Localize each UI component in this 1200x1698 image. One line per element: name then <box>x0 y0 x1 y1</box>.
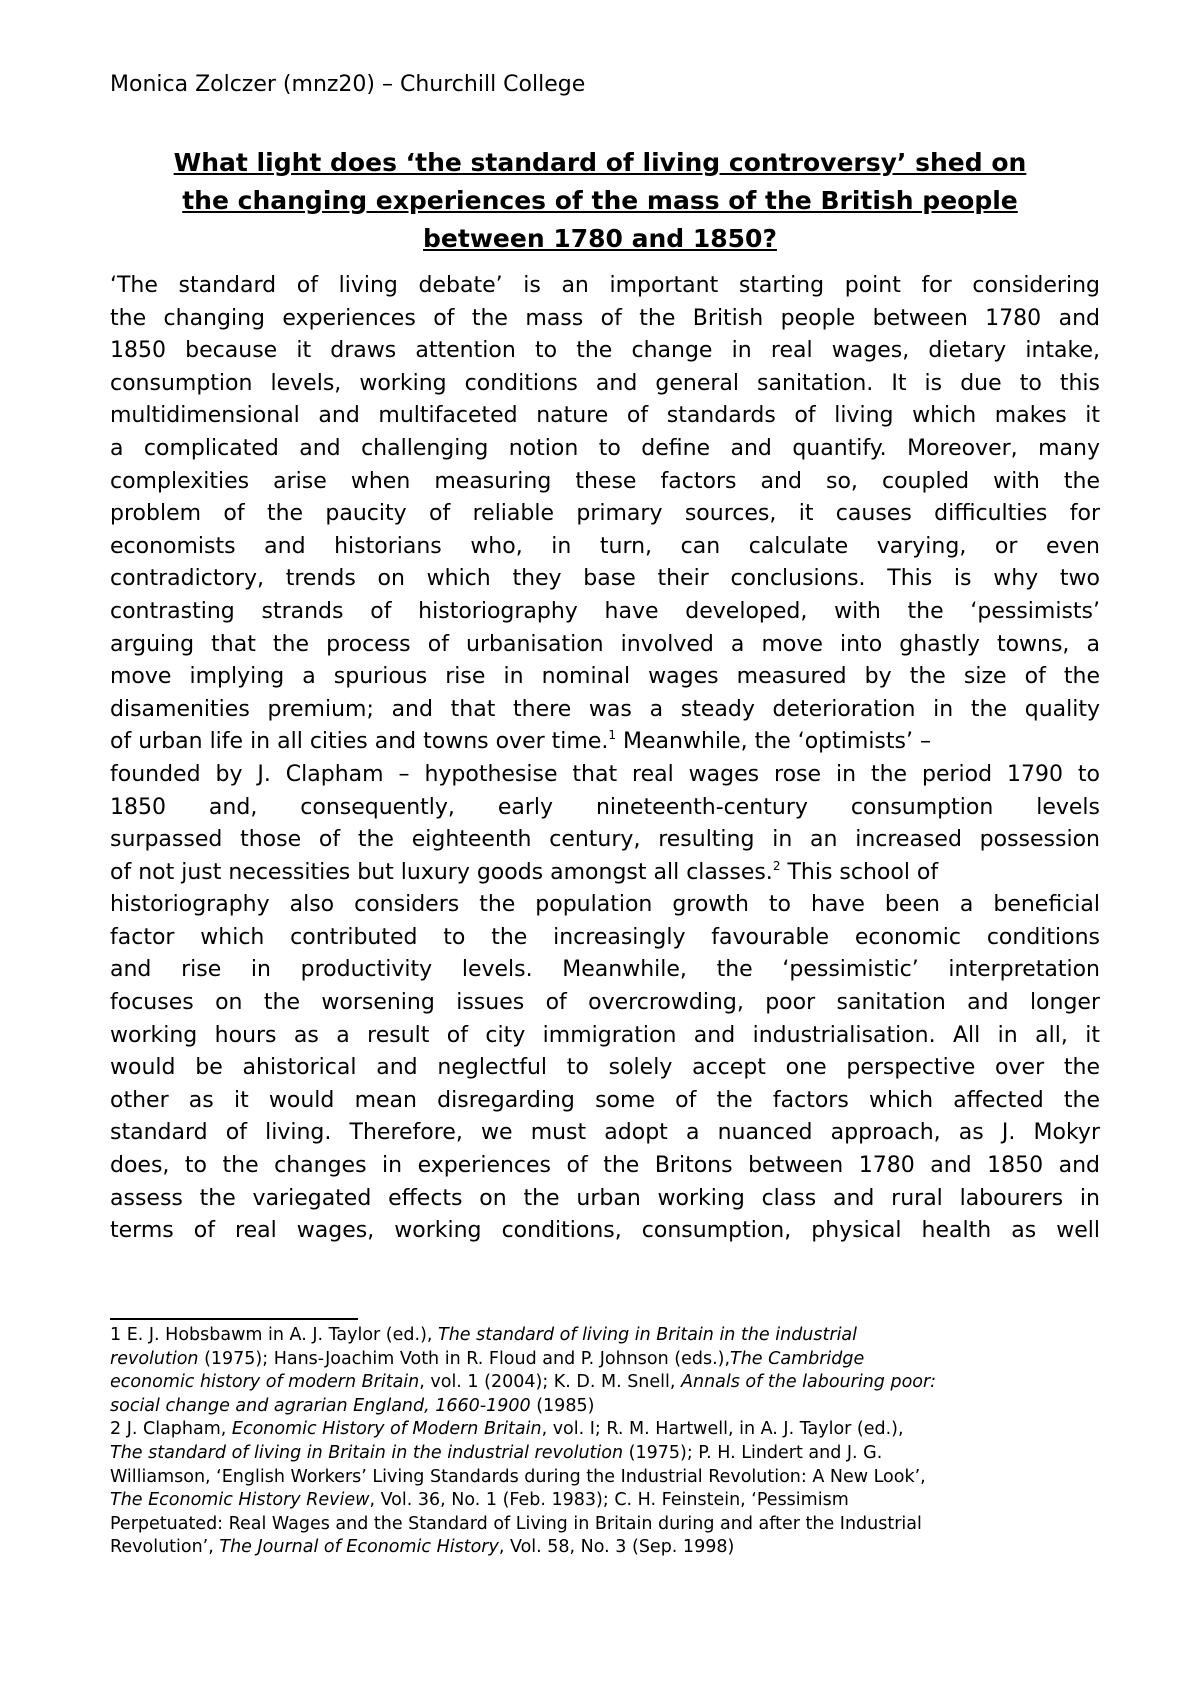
footnote-ref-1[interactable]: 1 <box>608 728 617 743</box>
body-line: contrasting strands of historiography have developed, with the ‘pessimists’ <box>110 598 1100 624</box>
footnote-2-line: Williamson, ‘English Workers’ Living Standards during the Industrial Revolution: A New Look’, <box>110 1466 926 1487</box>
body-line: contradictory, trends on which they base their conclusions. This is why two <box>110 566 1100 592</box>
footnote-2-line: 2 J. Clapham, Economic History of Modern Britain, vol. I; R. M. Hartwell, in A. J. Taylor (ed.), <box>110 1419 904 1440</box>
body-paragraph <box>110 270 1100 1248</box>
body-line: consumption levels, working conditions and general sanitation. It is due to this <box>110 370 1100 396</box>
body-line: working hours as a result of city immigration and industrialisation. All in all, it <box>110 1022 1100 1048</box>
body-line: complexities arise when measuring these factors and so, coupled with the <box>110 468 1100 494</box>
body-line: factor which contributed to the increasingly favourable economic conditions <box>110 924 1100 950</box>
body-line: disamenities premium; and that there was a steady deterioration in the quality <box>110 696 1100 722</box>
body-line: move implying a spurious rise in nominal wages measured by the size of the <box>110 664 1100 690</box>
footnote-2-line: Revolution’, The Journal of Economic History, Vol. 58, No. 3 (Sep. 1998) <box>110 1537 735 1558</box>
footnote-2-line: The standard of living in Britain in the industrial revolution (1975); P. H. Lindert and J. G. <box>110 1442 883 1463</box>
body-line: ‘The standard of living debate’ is an important starting point for considering <box>110 273 1100 298</box>
body-line: assess the variegated effects on the urban working class and rural labourers in <box>110 1185 1100 1211</box>
title-line: What light does ‘the standard of living controversy’ shed on <box>173 148 1027 177</box>
footnote-1-line: social change and agrarian England, 1660-1900 (1985) <box>110 1395 595 1416</box>
footnote-1-line: economic history of modern Britain, vol. 1 (2004); K. D. M. Snell, Annals of the labouring poor: <box>110 1372 937 1393</box>
body-line: standard of living. Therefore, we must adopt a nuanced approach, as J. Mokyr <box>110 1120 1100 1146</box>
body-line: other as it would mean disregarding some of the factors which affected the <box>110 1087 1100 1113</box>
author-header: Monica Zolczer (mnz20) – Churchill College <box>110 72 586 97</box>
body-line: the changing experiences of the mass of the British people between 1780 and <box>110 305 1100 331</box>
body-line: founded by J. Clapham – hypothesise that real wages rose in the period 1790 to <box>110 761 1100 787</box>
footnote-ref-2[interactable]: 2 <box>772 858 781 873</box>
body-line: of not just necessities but luxury goods amongst all classes.$^2$ This school of <box>110 858 939 885</box>
body-line: a complicated and challenging notion to define and quantify. Moreover, many <box>110 435 1100 461</box>
body-line: multidimensional and multifaceted nature of standards of living which makes it <box>110 403 1100 429</box>
body-line: arguing that the process of urbanisation involved a move into ghastly towns, a <box>110 631 1100 657</box>
footnote-2-line: Perpetuated: Real Wages and the Standard of Living in Britain during and after the Industrial <box>110 1513 922 1534</box>
footnote-1-line: 1 E. J. Hobsbawm in A. J. Taylor (ed.), The standard of living in Britain in the industrial <box>110 1325 858 1345</box>
body-line: terms of real wages, working conditions, consumption, physical health as well <box>110 1218 1100 1244</box>
body-line: historiography also considers the population growth to have been a beneficial <box>110 892 1100 918</box>
essay-title <box>110 144 1090 258</box>
body-line: would be ahistorical and neglectful to solely accept one perspective over the <box>110 1055 1100 1081</box>
body-line: focuses on the worsening issues of overcrowding, poor sanitation and longer <box>110 990 1100 1016</box>
footnote-separator <box>110 1318 358 1320</box>
footnotes <box>110 1324 1100 1560</box>
title-line: the changing experiences of the mass of the British people <box>182 186 1018 215</box>
footnote-1-line: revolution (1975); Hans-Joachim Voth in R. Floud and P. Johnson (eds.),The Cambridge <box>110 1348 865 1369</box>
body-line: 1850 because it draws attention to the change in real wages, dietary intake, <box>110 338 1100 364</box>
body-line: surpassed those of the eighteenth century, resulting in an increased possession <box>110 827 1100 853</box>
body-line: does, to the changes in experiences of the Britons between 1780 and 1850 and <box>110 1153 1100 1179</box>
body-line: and rise in productivity levels. Meanwhile, the ‘pessimistic’ interpretation <box>110 957 1100 983</box>
footnote-2-line: The Economic History Review, Vol. 36, No. 1 (Feb. 1983); C. H. Feinstein, ‘Pessimism <box>110 1490 849 1511</box>
body-line: economists and historians who, in turn, can calculate varying, or even <box>110 533 1100 559</box>
body-line: problem of the paucity of reliable primary sources, it causes difficulties for <box>110 501 1100 527</box>
title-line: between 1780 and 1850? <box>423 224 777 253</box>
body-line: of urban life in all cities and towns over time.$^1$ Meanwhile, the ‘optimists’ – <box>110 728 931 755</box>
body-line: 1850 and, consequently, early nineteenth-century consumption levels <box>110 794 1100 820</box>
